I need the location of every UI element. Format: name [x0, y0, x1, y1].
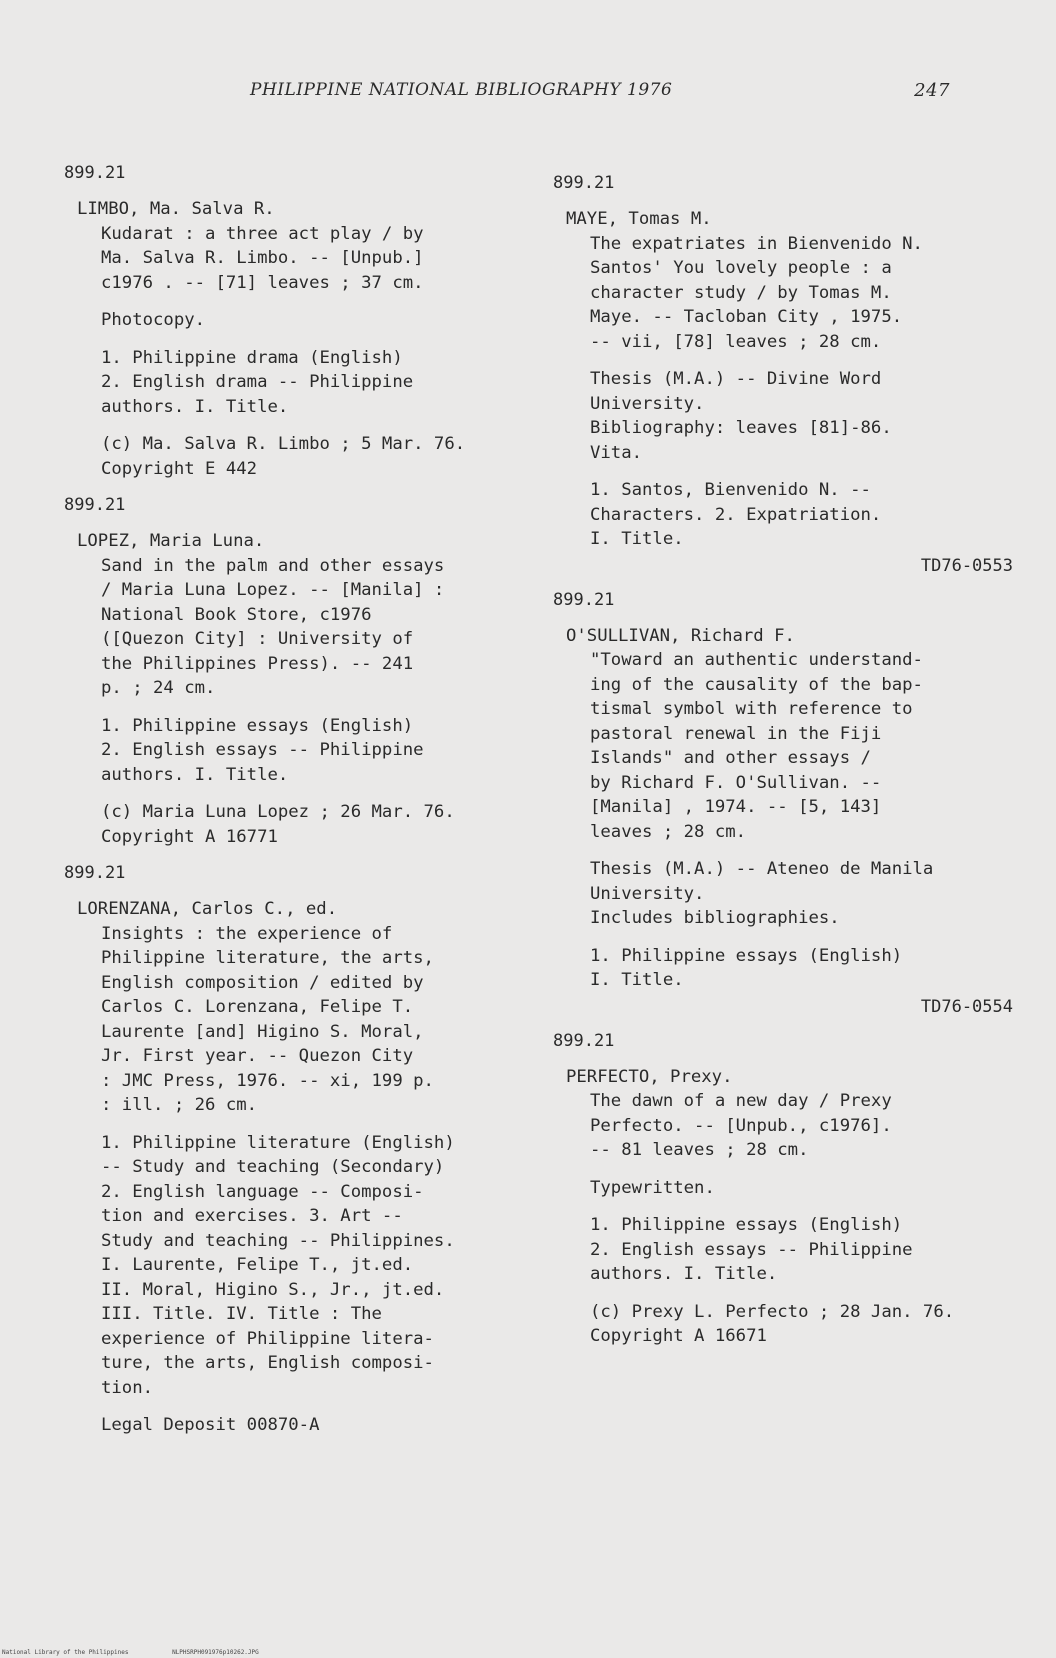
description-line: [Manila] , 1974. -- [5, 143]	[590, 797, 882, 817]
running-title: PHILIPPINE NATIONAL BIBLIOGRAPHY 1976	[250, 80, 673, 100]
description-line: : JMC Press, 1976. -- xi, 199 p.	[101, 1070, 434, 1091]
class-number: 899.21	[553, 589, 615, 610]
entry-heading: MAYE, Tomas M.	[566, 209, 712, 229]
note-line: Vita.	[590, 442, 643, 463]
class-number: 899.21	[553, 173, 615, 193]
subject-line: I. Laurente, Felipe T., jt.ed.	[101, 1255, 414, 1275]
description-line: ing of the causality of the bap-	[590, 674, 923, 695]
note-line: Includes bibliographies.	[590, 908, 840, 928]
page-number: 247	[914, 80, 950, 101]
class-number: 899.21	[553, 1030, 615, 1051]
description-line: Santos' You lovely people : a	[590, 258, 892, 278]
thesis-number: TD76-0554	[920, 996, 1013, 1017]
entry-description	[566, 232, 1023, 552]
thesis-number: TD76-0553	[920, 555, 1013, 576]
description-line: the Philippines Press). -- 241	[101, 653, 414, 674]
description-line: : ill. ; 26 cm.	[101, 1095, 258, 1115]
entry-heading: LOPEZ, Maria Luna.	[77, 531, 265, 551]
subject-line: -- Study and teaching (Secondary)	[101, 1157, 445, 1177]
description-line: Perfecto. -- [Unpub., c1976].	[590, 1115, 892, 1136]
subject-line: 2. English essays -- Philippine	[101, 740, 424, 760]
copyright-line: (c) Maria Luna Lopez ; 26 Mar. 76.	[101, 802, 455, 822]
description-line: character study / by Tomas M.	[590, 282, 892, 303]
catalog-entry	[64, 863, 514, 1438]
description-line: p. ; 24 cm.	[101, 678, 216, 698]
scan-footer	[2, 1649, 299, 1656]
subject-line: II. Moral, Higino S., Jr., jt.ed.	[101, 1279, 445, 1300]
description-line: Kudarat : a three act play / by	[101, 223, 424, 244]
subject-line: 1. Philippine literature (English)	[101, 1132, 455, 1153]
entry-body	[64, 529, 514, 849]
description-line: -- 81 leaves ; 28 cm.	[590, 1140, 809, 1160]
entry-note	[590, 857, 1023, 931]
entry-description	[77, 922, 514, 1438]
description-line: pastoral renewal in the Fiji	[590, 723, 882, 744]
entry-copyright	[101, 432, 514, 481]
entry-body	[553, 624, 1023, 993]
description-line: The dawn of a new day / Prexy	[590, 1091, 892, 1111]
subject-line: 1. Philippine essays (English)	[590, 1215, 903, 1235]
entry-heading: LORENZANA, Carlos C., ed.	[77, 899, 338, 919]
entry-description	[77, 222, 514, 482]
description-line: by Richard F. O'Sullivan. --	[590, 772, 882, 793]
subject-line: ture, the arts, English composi-	[101, 1353, 434, 1373]
copyright-line: (c) Prexy L. Perfecto ; 28 Jan. 76.	[590, 1301, 955, 1322]
entry-copyright	[590, 1300, 1023, 1349]
subject-line: tion.	[101, 1377, 154, 1398]
entry-note	[590, 367, 1023, 465]
note-line: Thesis (M.A.) -- Ateneo de Manila	[590, 859, 934, 879]
subject-line: Characters. 2. Expatriation.	[590, 504, 882, 525]
description-line: c1976 . -- [71] leaves ; 37 cm.	[101, 272, 424, 293]
subject-line: 1. Philippine essays (English)	[101, 715, 414, 736]
footer-file: NLPHSRPH091976p10262.JPG	[172, 1649, 259, 1656]
note-line: Thesis (M.A.) -- Divine Word	[590, 369, 882, 389]
entry-heading: O'SULLIVAN, Richard F.	[566, 625, 795, 646]
entry-heading: PERFECTO, Prexy.	[566, 1066, 733, 1087]
subject-line: authors. I. Title.	[101, 396, 289, 417]
subject-line: authors. I. Title.	[590, 1264, 778, 1284]
subject-line: I. Title.	[590, 529, 684, 549]
entry-description	[77, 554, 514, 850]
description-line: / Maria Luna Lopez. -- [Manila] :	[101, 580, 445, 600]
description-line: Philippine literature, the arts,	[101, 948, 434, 968]
entry-subjects	[101, 1131, 514, 1401]
left-column	[64, 163, 514, 1452]
catalog-entry	[553, 1031, 1023, 1349]
description-line: National Book Store, c1976	[101, 604, 372, 625]
note-line: Photocopy.	[101, 310, 206, 330]
note-line: Typewritten.	[590, 1177, 715, 1198]
subject-line: 2. English essays -- Philippine	[590, 1239, 913, 1260]
description-line: Ma. Salva R. Limbo. -- [Unpub.]	[101, 248, 424, 268]
entry-body	[64, 897, 514, 1438]
subject-line: 1. Santos, Bienvenido N. --	[590, 480, 871, 500]
description-line: Laurente [and] Higino S. Moral,	[101, 1021, 424, 1042]
description-line: Sand in the palm and other essays	[101, 555, 445, 576]
copyright-line: Copyright A 16671	[590, 1326, 767, 1346]
entry-note	[101, 308, 514, 333]
subject-line: I. Title.	[590, 970, 684, 990]
entry-subjects	[590, 1213, 1023, 1287]
class-number: 899.21	[64, 495, 126, 515]
catalog-entry	[553, 173, 1023, 576]
description-line: leaves ; 28 cm.	[590, 821, 747, 842]
description-line: tismal symbol with reference to	[590, 699, 913, 719]
description-line: The expatriates in Bienvenido N.	[590, 233, 923, 254]
subject-line: 1. Philippine essays (English)	[590, 945, 903, 966]
catalog-entry	[553, 590, 1023, 1017]
right-column	[553, 173, 1023, 1363]
entry-heading: LIMBO, Ma. Salva R.	[77, 199, 275, 219]
entry-subjects	[590, 944, 1023, 993]
class-number: 899.21	[64, 863, 126, 883]
description-line: Insights : the experience of	[101, 923, 393, 944]
entry-subjects	[590, 478, 1023, 552]
description-line: Maye. -- Tacloban City , 1975.	[590, 307, 903, 327]
entry-copyright	[101, 1413, 514, 1438]
entry-body	[553, 1065, 1023, 1349]
description-line: Jr. First year. -- Quezon City	[101, 1046, 414, 1066]
entry-body	[64, 197, 514, 481]
catalog-entry	[64, 163, 514, 481]
subject-line: authors. I. Title.	[101, 764, 289, 785]
class-number: 899.21	[64, 163, 126, 183]
subject-line: 1. Philippine drama (English)	[101, 347, 403, 368]
copyright-line: (c) Ma. Salva R. Limbo ; 5 Mar. 76.	[101, 434, 466, 454]
subject-line: Study and teaching -- Philippines.	[101, 1230, 455, 1251]
entry-subjects	[101, 714, 514, 788]
subject-line: III. Title. IV. Title : The	[101, 1304, 382, 1324]
subject-line: 2. English drama -- Philippine	[101, 372, 414, 392]
entry-description	[566, 648, 1023, 993]
footer-library: National Library of the Philippines	[2, 1649, 129, 1656]
description-line: "Toward an authentic understand-	[590, 650, 923, 670]
entry-note	[590, 1176, 1023, 1201]
description-line: Islands" and other essays /	[590, 748, 871, 768]
note-line: University.	[590, 393, 705, 414]
copyright-line: Legal Deposit 00870-A	[101, 1415, 320, 1435]
copyright-line: Copyright E 442	[101, 458, 258, 479]
description-line: ([Quezon City] : University of	[101, 629, 414, 649]
subject-line: tion and exercises. 3. Art --	[101, 1206, 403, 1226]
catalog-entry	[64, 495, 514, 849]
subject-line: 2. English language -- Composi-	[101, 1181, 424, 1202]
subject-line: experience of Philippine litera-	[101, 1328, 434, 1349]
description-line: Carlos C. Lorenzana, Felipe T.	[101, 997, 414, 1017]
entry-copyright	[101, 800, 514, 849]
entry-subjects	[101, 346, 514, 420]
description-line: English composition / edited by	[101, 972, 424, 993]
note-line: Bibliography: leaves [81]-86.	[590, 418, 892, 438]
description-line: -- vii, [78] leaves ; 28 cm.	[590, 331, 882, 352]
entry-body	[553, 207, 1023, 552]
note-line: University.	[590, 883, 705, 904]
copyright-line: Copyright A 16771	[101, 826, 278, 847]
entry-description	[566, 1089, 1023, 1349]
